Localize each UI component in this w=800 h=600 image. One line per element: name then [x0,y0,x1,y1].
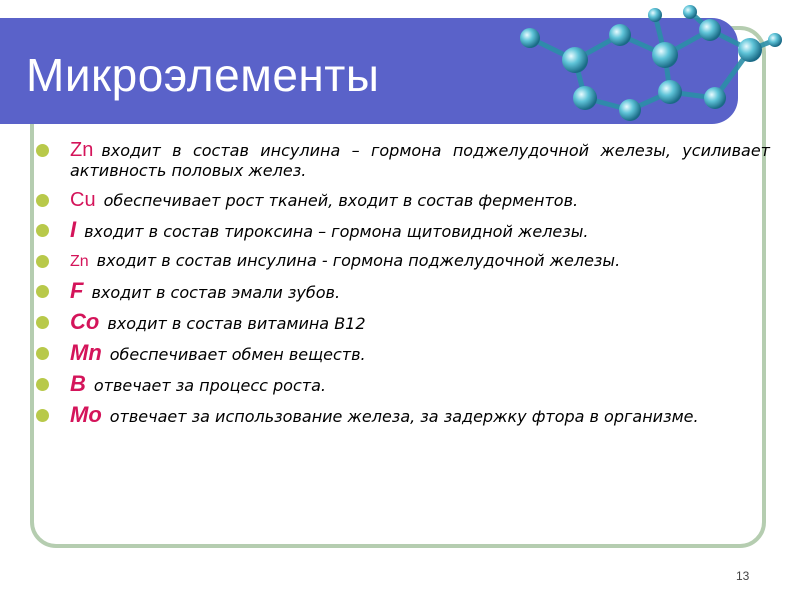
molecule-image [490,0,790,130]
item-text: обеспечивает рост тканей, входит в состав ферментов. [103,191,579,210]
bullet-dot-icon [36,255,49,268]
item-text: входит в состав инсулина - гормона поджелудочной железы. [96,251,621,270]
element-symbol: Zn [70,139,94,161]
slide-title: Микроэлементы [26,49,380,101]
bullet-dot-icon [36,409,49,422]
bullet-dot-icon [36,224,49,237]
element-symbol: Mo [70,402,102,427]
bullet-dot-icon [36,316,49,329]
element-symbol: Mn [70,340,102,365]
list-item [36,217,770,242]
list-item [36,140,770,181]
element-symbol: Cu [70,189,96,211]
list-item [36,340,770,365]
element-symbol: B [70,371,86,396]
item-text: обеспечивает обмен веществ. [109,345,366,364]
element-symbol: Co [70,309,100,334]
list-item [36,402,770,427]
item-text: входит в состав эмали зубов. [91,283,341,302]
bullet-dot-icon [36,347,49,360]
item-text: отвечает за использование железа, за задержку фтора в организме. [109,407,699,426]
element-symbol: I [70,217,77,242]
item-text: входит в состав тироксина – гормона щитовидной железы. [84,222,589,241]
item-text: входит в состав инсулина – гормона поджелудочной железы, усиливает активность половых желез. [70,141,770,180]
element-symbol: F [70,278,84,303]
list-item [36,190,770,211]
item-text: входит в состав витамина В12 [107,314,366,333]
bullet-dot-icon [36,144,49,157]
list-item [36,371,770,396]
bullet-dot-icon [36,285,49,298]
element-symbol: Zn [70,253,89,270]
list-item [36,278,770,303]
bullet-list [36,140,770,436]
list-item [36,251,770,272]
bullet-dot-icon [36,194,49,207]
page-number: 13 [736,569,750,583]
list-item [36,309,770,334]
bullet-dot-icon [36,378,49,391]
item-text: отвечает за процесс роста. [93,376,326,395]
